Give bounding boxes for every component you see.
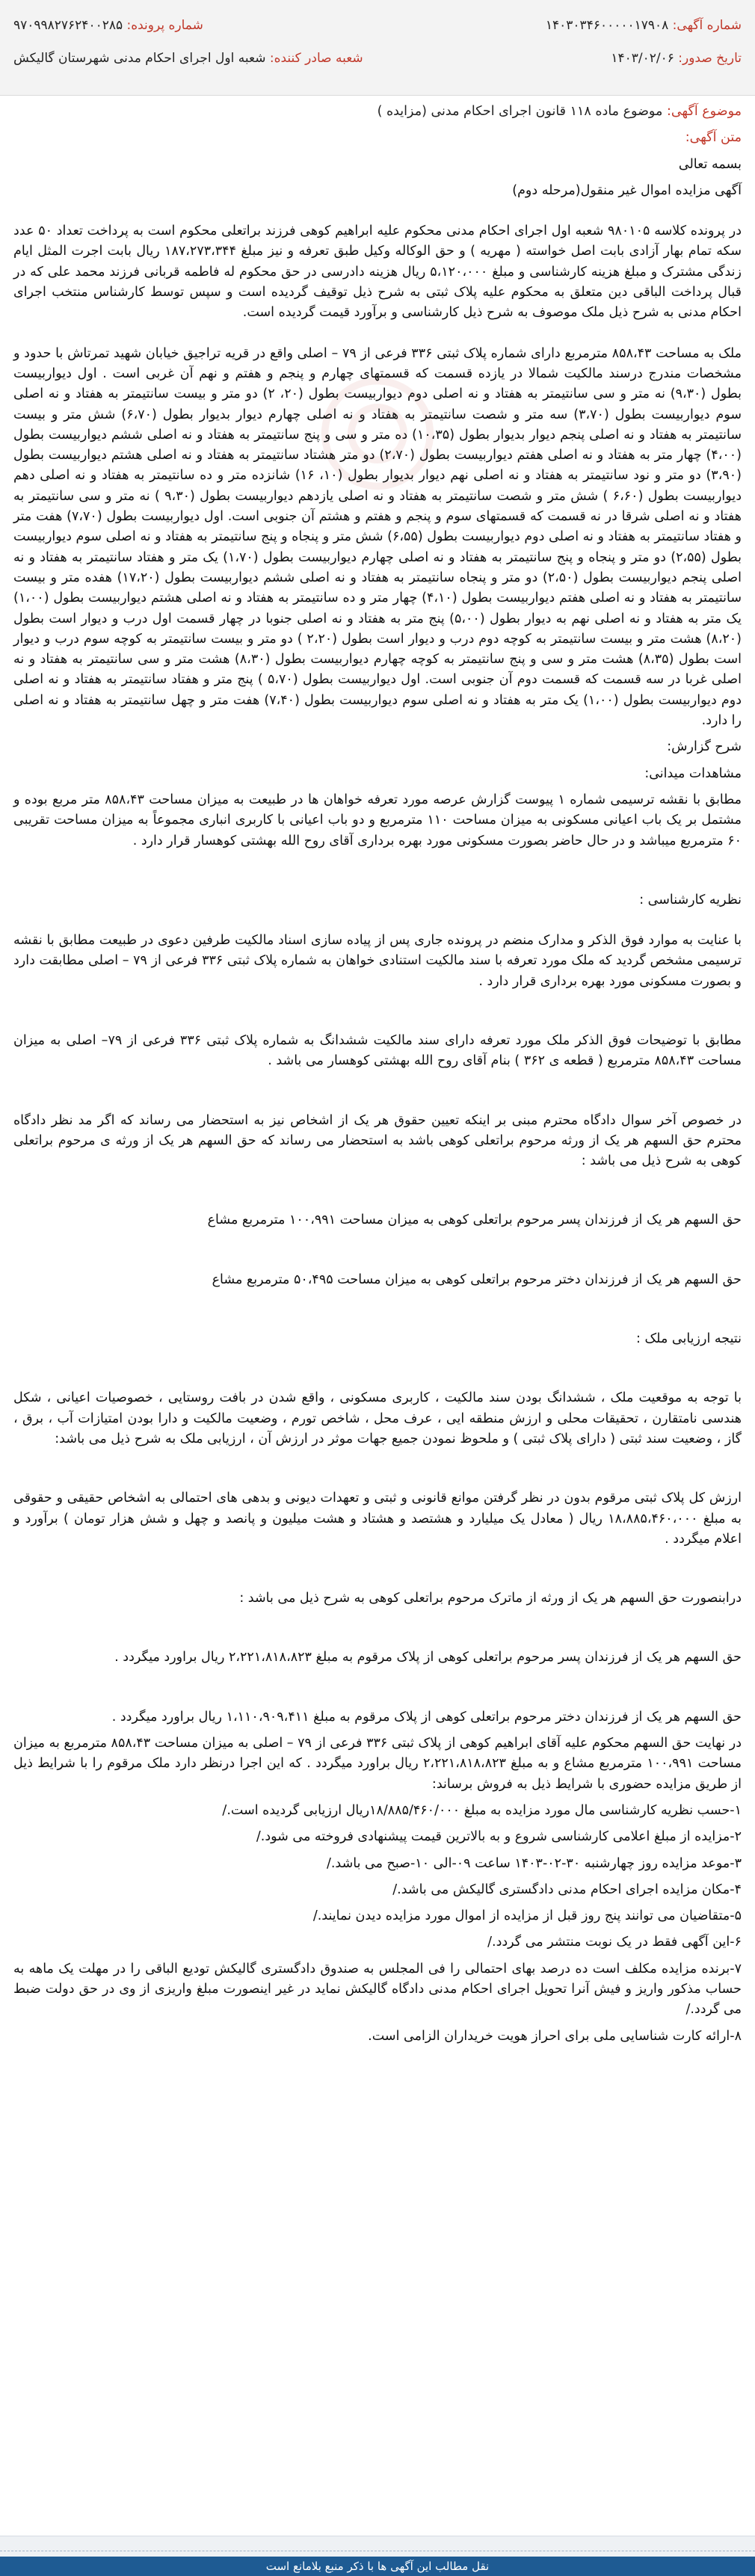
- text-label: متن آگهی:: [685, 130, 742, 146]
- issue-date-value: ۱۴۰۳/۰۲/۰۶: [611, 51, 674, 66]
- heir-son-share: حق السهم هر یک از فرزندان پسر مرحوم براتعلی کوهی به میزان مساحت ۱۰۰،۹۹۱ مترمربع مشاع: [207, 1212, 742, 1228]
- property-paragraph: ملک به مساحت ۸۵۸،۴۳ مترمربع دارای شماره پلاک ثبتی ۳۳۶ فرعی از ۷۹ – اصلی واقع در قریه تراجیق خیابان شهید تمرتاش با حدود و مشخصات مندرج درسند مالکیت شمالا در یازده قسمت که قسمتهای چهارم و پنجم و هفتم و نهم آن غربی است . اول دیواربیست بطول (۹،۳۰) نه متر و سی سانتیمتر به هفتاد و نه اصلی دوم دیواربیست بطول (۲۰، ۲) دو متر و بیست سانتیمتر به هفتاد و نه اصلی سوم دیواربیست بطول (۳،۷۰) سه متر و شصت سانتیمتر به هفتاد و نه اصلی چهارم دیوار بدیوار بطول (۶،۷۰) شش متر و بیست سانتیمتر به هفتاد و نه اصلی پنجم دیوار بدیوار بطول (۱۰،۳۵) ده متر و سی و پنج سانتیمتر به هفتاد و نه اصلی ششم دیواربیست بطول (۴،۰۰) چهار متر به هفتاد و نه اصلی هفتم دیواربیست بطول (۲،۷۰) دو متر هشتاد سانتیمتر به هفتاد و نه اصلی هشتم دیواربیست بطول (۳،۹۰) دو متر و نود سانتیمتر به هفتاد و نه اصلی نهم دیوار بدیوار بطول (۱۰، ۱۶) شانزده متر و ده سانتیمتر به هفتاد و نه اصلی دهم دیواربیست بطول (۶،۶۰ ) شش متر و شصت سانتیمتر به هفتاد و نه اصلی یازدهم دیواربیست بطول (۹،۳۰ ) نه متر و سی سانتیمتر به هفتاد و نه اصلی شرقا در نه قسمت که قسمتهای سوم و پنجم و هفتم و هشتم آن جنوبی است. اول دیواربیست بطول (۷،۷۰) هفت متر و هفتاد سانتیمتر به هفتاد و نه اصلی دوم دیواربیست بطول (۶،۵۵) شش متر و پنجاه و پنج سانتیمتر به هفتاد و نه اصلی سوم دیواربیست بطول (۲،۵۵) دو متر و پنجاه و پنج سانتیمتر به هفتاد و نه اصلی چهارم دیواربیست بطول (۱،۷۰) یک متر و هفتاد سانتیمتر به هفتاد و نه اصلی پنجم دیواربیست بطول (۲،۵۰) دو متر و پنجاه سانتیمتر به هفتاد و نه اصلی ششم دیواربیست بطول (۱۷،۲۰) هفده متر و بیست سانتیمتر به هفتاد و نه اصلی هفتم دیواربیست بطول (۴،۱۰) چهار متر و ده سانتیمتر به هفتاد و نه اصلی هشتم دیواربیست بطول (۱،۰۰) یک متر به هفتاد و نه اصلی نهم به دیوار بطول (۵،۰۰) پنج متر به هفتاد و نه اصلی جنوبا در چهار قسمت اول درب و دیوار است بطول (۸،۲۰) هشت متر و بیست سانتیمتر به کوچه دوم درب و دیوار است بطول (۲،۲۰ ) دو متر و بیست سانتیمتر به کوچه سوم درب و دیوار است بطول (۸،۳۵) هشت متر و سی و پنج سانتیمتر به کوچه چهارم دیواربیست بطول (۸،۳۰) هشت متر و سی سانتیمتر به هفتاد و نه اصلی غربا در سه قسمت که قسمت دوم آن جنوبی است. اول دیواربیست بطول (۵،۷۰ ) پنج متر و هفتاد سانتیمتر به هفتاد و نه اصلی دوم دیواربیست بطول (۱،۰۰) یک متر به هفتاد و نه اصلی سوم دیواربیست بطول (۷،۴۰) هفت متر و چهل سانتیمتر به هفتاد و نه اصلی را دارد.: [13, 345, 742, 729]
- page-footer: [0, 2536, 755, 2576]
- notice-title: آگهی مزایده اموال غیر منقول(مرحله دوم): [512, 182, 742, 198]
- condition-6: ۶-این آگهی فقط در یک نوبت منتشر می گردد./: [487, 1935, 742, 1950]
- basmala: بسمه تعالی: [678, 156, 742, 172]
- header-row-2: [13, 51, 742, 84]
- subject-label: موضوع آگهی:: [666, 104, 742, 119]
- condition-7: ۷-برنده مزایده مکلف است ده درصد بهای احتمالی را فی المجلس به صندوق دادگستری گالیکش تودیع الباقی را در مهلت یک ماهه به حساب مذکور واریز و فیش آنرا تحویل اجرای احکام مدنی دادگاه گالیکش نماید در غیر اینصورت مبلغ واریزی از وی در حق دولت ضبط می گردد./: [13, 1961, 742, 2018]
- son-value-paragraph: حق السهم هر یک از فرزندان پسر مرحوم براتعلی کوهی از پلاک مرقوم به مبلغ ۲،۲۲۱،۸۱۸،۸۲۳ ریال براورد میگردد .: [114, 1650, 742, 1666]
- notice-body: [13, 102, 742, 2053]
- condition-5: ۵-متقاضیان می توانند پنج روز قبل از مزایده از اموال مورد مزایده دیدن نمایند./: [312, 1908, 742, 1924]
- daughter-value-paragraph: حق السهم هر یک از فرزندان دختر مرحوم براتعلی کوهی از پلاک مرقوم به مبلغ ۱،۱۱۰،۹۰۹،۴۱۱ ریال براورد میگردد .: [111, 1709, 742, 1725]
- case-number: [13, 18, 203, 33]
- subject-line: [13, 102, 742, 122]
- observations-heading: مشاهدات میدانی:: [644, 765, 742, 781]
- condition-8: ۸-ارائه کارت شناسایی ملی برای احراز هویت خریداران الزامی است.: [368, 2028, 742, 2044]
- condition-2: ۲-مزایده از مبلغ اعلامی کارشناسی شروع و به بالاترین قیمت پیشنهادی فروخته می شود./: [256, 1829, 742, 1845]
- footer-divider: [0, 2536, 755, 2551]
- footer-bar: نقل مطالب این آگهی ها با ذکر منبع بلامانع است: [0, 2557, 755, 2576]
- intro-paragraph: در پرونده کلاسه ۹۸۰۱۰۵ شعبه اول اجرای احکام مدنی محکوم علیه ابراهیم کوهی فرزند براتعلی محکوم است به پرداخت تعداد ۵۰ عدد سکه تمام بهار آزادی بابت اصل خواسته ( مهریه ) و حق الوکاله وکیل طبق تعرفه و نیز مبلغ ۱۸۷،۲۷۳،۳۴۴ ریال بابت اجرت المثل ایام زندگی مشترک و مبلغ هزینه کارشناسی و مبلغ ۵،۱۲۰،۰۰۰ ریال هزینه دادرسی در حق محکوم له فاطمه قربانی فرزند محمد علی که در قبال پرداخت الباقی دین متعلق به محکوم علیه پلاک ثبتی به شرح ذیل توقیف گردیده است و سپس توسط کارشناس منتخب اجرای احکام مدنی به شرح ذیل ملک موصوف به شرح ذیل کارشناسی و برآورد قیمت گردیده است.: [13, 224, 742, 321]
- issuing-branch-value: شعبه اول اجرای احکام مدنی شهرستان گالیکش: [13, 51, 266, 66]
- notice-number-label: شماره آگهی:: [672, 18, 742, 33]
- total-value-paragraph: ارزش کل پلاک ثبتی مرقوم بدون در نظر گرفتن موانع قانونی و ثبتی و تعهدات دیونی و بدهی های احتمالی به اشخاص حقیقی و حقوقی به مبلغ ۱۸،۸۸۵،۴۶۰،۰۰۰ ریال ( معادل یک میلیارد و هشتصد و هشتاد و هشت میلیون و پانصد و چهل و شش هزار تومان ) برآورد و اعلام میگردد .: [13, 1491, 742, 1547]
- header-row-1: [13, 18, 742, 51]
- valuation-heading: نتیجه ارزیابی ملک :: [636, 1331, 742, 1347]
- issuing-branch: [13, 51, 363, 66]
- opinion-heading: نظریه کارشناسی :: [639, 892, 742, 908]
- heirs-value-intro: درابنصورت حق السهم هر یک از ورثه از ماترک مرحوم براتعلی کوهی به شرح ذیل می باشد :: [239, 1591, 742, 1606]
- final-paragraph: در نهایت حق السهم محکوم علیه آقای ابراهیم کوهی از پلاک ثبتی ۳۳۶ فرعی از ۷۹ – اصلی به میزان مساحت ۸۵۸،۴۳ مترمربع به میزان مساحت ۱۰۰،۹۹۱ مترمربع مشاع و به مبلغ ۲،۲۲۱،۸۱۸،۸۲۳ ریال براورد میگردد . که این اجرا درنظر دارد ملک مرقوم را با شرایط ذیل از طریق مزایده حضوری با شرایط ذیل به فروش برساند:: [13, 1736, 742, 1792]
- valuation-paragraph: با توجه به موقعیت ملک ، ششدانگ بودن سند مالکیت ، کاربری مسکونی ، واقع شدن در بافت روستایی ، خصوصیات اعیانی ، شکل هندسی نامتقارن ، تحقیقات محلی و ارزش منطقه ایی ، عرف محل ، شاخص تورم ، وضعیت مالکیت و دارا بودن امتیازات آب ، برق ، گاز ، وضعیت سند ثبتی ( دارای پلاک ثبتی ) و ملحوظ نمودن جمیع جهات موثر در ارزش آن ، ارزیابی ملک به شرح ذیل می باشد:: [13, 1390, 742, 1446]
- notice-number-value: ۱۴۰۳۰۳۴۶۰۰۰۰۰۱۷۹۰۸: [545, 18, 669, 33]
- opinion-paragraph: با عنایت به موارد فوق الذکر و مدارک منضم در پرونده جاری پس از پیاده سازی اسناد مالکیت طرفین دعوی در طبیعت مطابق با نقشه ترسیمی مشخص گردید که ملک مورد تعرفه با سند مالکیت استنادی خواهان به شماره پلاک ثبتی ۳۳۶ فرعی از ۷۹ – اصلی مطابقت دارد و بصورت مسکونی مورد بهره برداری قرار دارد .: [13, 933, 742, 989]
- condition-4: ۴-مکان مزایده اجرای احکام مدنی دادگستری گالیکش می باشد./: [392, 1882, 742, 1897]
- issue-date: [611, 51, 742, 66]
- explanation-paragraph: مطابق با توضیحات فوق الذکر ملک مورد تعرفه دارای سند مالکیت ششدانگ به شماره پلاک ثبتی ۳۳۶ فرعی از ۷۹– اصلی به میزان مساحت ۸۵۸،۴۳ مترمربع ( قطعه ی ۳۶۲ ) بنام آقای روح الله بهشتی کوهسار می باشد .: [13, 1032, 742, 1069]
- notice-number: [546, 18, 742, 33]
- observations-paragraph: مطابق با نقشه ترسیمی شماره ۱ پیوست گزارش عرصه مورد تعرفه خواهان ها در طبیعت به میزان مساحت ۸۵۸،۴۳ متر مربع بوده و مشتمل بر یک باب اعیانی مسکونی به میزان مساحت ۱۱۰ مترمربع و دو باب اعیانی با کاربری انباری مجموعاً به میزان مساحت تقریبی ۶۰ مترمربع میباشد و در حال حاضر بصورت مسکونی مورد بهره برداری آقای روح الله بهشتی کوهسار قرار دارد .: [13, 792, 742, 848]
- case-number-label: شماره پرونده:: [126, 18, 203, 33]
- condition-1: ۱-حسب نظریه کارشناسی مال مورد مزایده به مبلغ ۱۸/۸۸۵/۴۶۰/۰۰۰ریال ارزیابی گردیده است./: [222, 1802, 742, 1818]
- condition-3: ۳-موعد مزایده روز چهارشنبه ۳۰-۰۲-۱۴۰۳ ساعت ۰۹-الی ۱۰-صبح می باشد./: [326, 1855, 742, 1871]
- subject-value: موضوع ماده ۱۱۸ قانون اجرای احکام مدنی (مزایده ): [377, 104, 663, 119]
- description-heading: شرح گزارش:: [667, 739, 742, 755]
- heirs-intro-paragraph: در خصوص آخر سوال دادگاه محترم مبنی بر اینکه تعیین حقوق هر یک از اشخاص نیز به استحضار می رساند که اگر مد نظر دادگاه محترم حق السهم هر یک از ورثه مرحوم براتعلی کوهی باشد به استحضار می رساند که حق السهم هر یک از ورثه ی مرحوم براتعلی کوهی به شرح ذیل می باشد :: [13, 1112, 742, 1169]
- heir-daughter-share: حق السهم هر یک از فرزندان دختر مرحوم براتعلی کوهی به میزان مساحت ۵۰،۴۹۵ مترمربع مشاع: [212, 1272, 742, 1287]
- issuing-branch-label: شعبه صادر کننده:: [269, 51, 363, 66]
- case-number-value: ۹۷۰۹۹۸۲۷۶۲۴۰۰۲۸۵: [13, 18, 123, 33]
- issue-date-label: تاریخ صدور:: [678, 51, 742, 66]
- notice-header: [0, 0, 755, 96]
